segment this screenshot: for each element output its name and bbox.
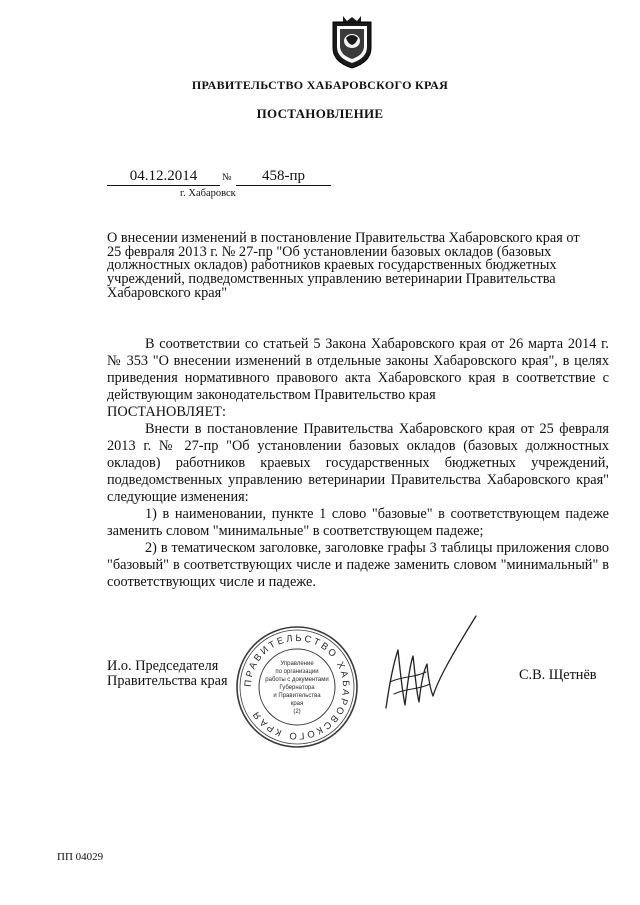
khabarovsk-coat-of-arms-icon [329, 14, 375, 70]
document-body [107, 336, 609, 591]
subject-line: учреждений, подведомственных управлению ветеринарии Правительства [107, 271, 556, 288]
number-sign: № [222, 172, 232, 183]
handwritten-signature-icon [380, 610, 480, 720]
seal-center-line: края [290, 701, 304, 707]
signatory-position-line: И.о. Председателя [107, 658, 219, 674]
seal-center-line: Губернатора [279, 685, 315, 691]
document-type: ПОСТАНОВЛЕНИЕ [256, 106, 384, 121]
signatory-name: С.В. Щетнёв [519, 667, 597, 683]
subject-line: Хабаровского края" [107, 284, 228, 301]
signatory-position-line: Правительства края [107, 673, 228, 689]
main-paragraph: Внести в постановление Правительства Хабаровского края от 25 февраля 2013 г. № 27-пр "Об установлении базовых окладов (базовых должностных окладов) работников краевых государственных бюджетных учреждений, подведомственных управлению ветеринарии Правительства Хабаровского края" следующие изменения: [107, 421, 609, 505]
seal-center-line: (2) [293, 709, 301, 715]
item-1-paragraph: 1) в наименовании, пункте 1 слово "базовые" в соответствующем падеже заменить словом "минимальные" в соответствующем падеже; [107, 506, 609, 539]
seal-center-line: по организации [275, 669, 319, 675]
subject-line: должностных окладов) работников краевых государственных бюджетных [107, 257, 557, 274]
signatory-position [107, 659, 228, 689]
document-city: г. Хабаровск [180, 188, 236, 199]
official-seal-icon [232, 622, 362, 752]
document-code: ПП 04029 [57, 851, 104, 863]
seal-center-line: работы с документами [265, 677, 329, 683]
seal-center-line: Управление [280, 661, 314, 667]
preamble-paragraph: В соответствии со статьей 5 Закона Хабаровского края от 26 марта 2014 г. № 353 "О внесении изменений в отдельные законы Хабаровского края", в целях приведения нормативного правового акта Хабаровского края в соответствие с действующим законодательством Правительство края [107, 336, 609, 403]
item-2-paragraph: 2) в тематическом заголовке, заголовке графы 3 таблицы приложения слово "базовый" в соответствующих числе и падеже заменить словом "минимальный" в соответствующих числе и падеже. [107, 540, 609, 590]
seal-ring-text: ПРАВИТЕЛЬСТВО ХАБАРОВСКОГО КРАЯ [242, 632, 352, 742]
subject-line: 25 февраля 2013 г. № 27-пр "Об установлении базовых окладов (базовых [107, 243, 552, 260]
document-date: 04.12.2014 [107, 168, 220, 186]
document-subject [107, 232, 609, 301]
document-number: 458-пр [236, 168, 331, 186]
seal-center-line: и Правительства [273, 693, 321, 699]
subject-line: О внесении изменений в постановление Правительства Хабаровского края от [107, 230, 580, 246]
organization-name: ПРАВИТЕЛЬСТВО ХАБАРОВСКОГО КРАЯ [191, 78, 449, 92]
resolution-word: ПОСТАНОВЛЯЕТ: [107, 404, 227, 420]
